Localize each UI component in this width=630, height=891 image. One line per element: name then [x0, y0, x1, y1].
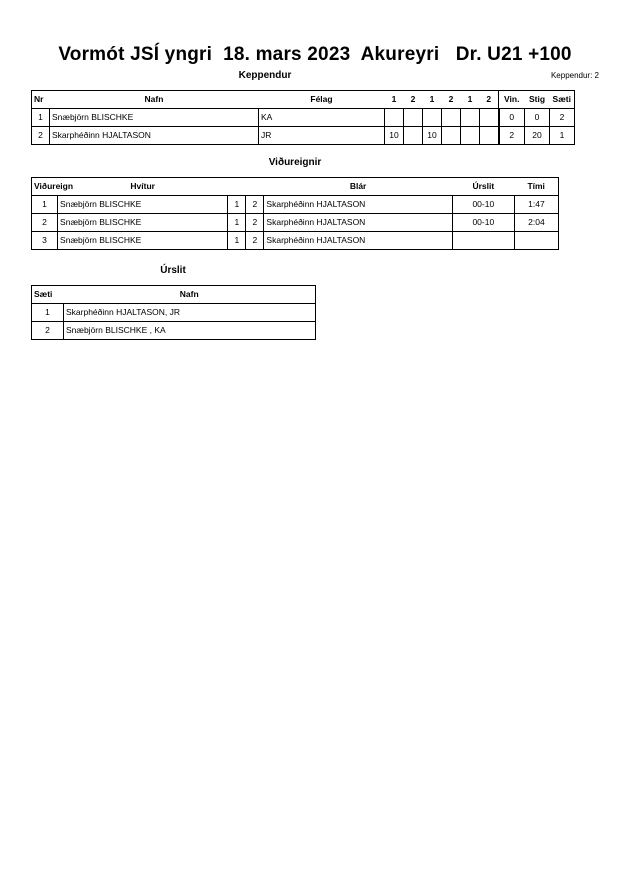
col-score-2: 2	[404, 91, 423, 109]
col-score-4: 2	[442, 91, 461, 109]
col-empty-a	[228, 178, 246, 196]
col-nr: Nr	[32, 91, 50, 109]
cell-blar: Skarphéðinn HJALTASON	[264, 196, 452, 214]
col-blar: Blár	[264, 178, 452, 196]
cell-saeti: 1	[550, 127, 575, 145]
matches-table	[31, 177, 559, 250]
table-row	[32, 127, 575, 145]
cell-score	[461, 127, 480, 145]
cell-score	[442, 127, 461, 145]
col-felag: Félag	[259, 91, 385, 109]
cell-stig: 0	[525, 109, 550, 127]
cell-score	[423, 109, 442, 127]
cell-score	[480, 109, 499, 127]
cell-b: 2	[246, 214, 264, 232]
col-nafn: Nafn	[64, 286, 316, 304]
cell-a: 1	[228, 214, 246, 232]
cell-hvitur: Snæbjörn BLISCHKE	[58, 196, 228, 214]
cell-score	[404, 109, 423, 127]
cell-nr: 1	[32, 196, 58, 214]
col-stig: Stig	[525, 91, 550, 109]
cell-nafn: Snæbjörn BLISCHKE	[50, 109, 259, 127]
col-vin: Vin.	[499, 91, 525, 109]
cell-nafn: Skarphéðinn HJALTASON, JR	[64, 304, 316, 322]
table-row	[32, 304, 316, 322]
matches-heading: Viðureignir	[268, 157, 322, 168]
cell-nr: 2	[32, 214, 58, 232]
cell-nafn: Skarphéðinn HJALTASON	[50, 127, 259, 145]
cell-b: 2	[246, 232, 264, 250]
cell-timi: 2:04	[514, 214, 558, 232]
cell-stig: 20	[525, 127, 550, 145]
cell-nr: 1	[32, 109, 50, 127]
cell-blar: Skarphéðinn HJALTASON	[264, 232, 452, 250]
col-urslit: Úrslit	[452, 178, 514, 196]
table-row	[32, 214, 559, 232]
cell-saeti: 2	[550, 109, 575, 127]
page-title: Vormót JSÍ yngri 18. mars 2023 Akureyri Dr. U21 +100	[58, 44, 572, 65]
cell-hvitur: Snæbjörn BLISCHKE	[58, 232, 228, 250]
cell-blar: Skarphéðinn HJALTASON	[264, 214, 452, 232]
col-score-1: 1	[385, 91, 404, 109]
table-row	[32, 109, 575, 127]
col-saeti: Sæti	[550, 91, 575, 109]
cell-a: 1	[228, 232, 246, 250]
matches-header-row	[32, 178, 559, 196]
col-hvitur: Hvítur	[58, 178, 228, 196]
cell-score	[461, 109, 480, 127]
results-heading: Úrslit	[160, 265, 186, 276]
cell-score	[385, 109, 404, 127]
cell-urslit: 00-10	[452, 196, 514, 214]
cell-urslit: 00-10	[452, 214, 514, 232]
cell-a: 1	[228, 196, 246, 214]
cell-nr: 3	[32, 232, 58, 250]
keppendur-count: Keppendur: 2	[550, 71, 599, 80]
cell-saeti: 1	[32, 304, 64, 322]
col-empty-b	[246, 178, 264, 196]
col-score-5: 1	[461, 91, 480, 109]
col-saeti: Sæti	[32, 286, 64, 304]
cell-timi	[514, 232, 558, 250]
cell-score: 10	[423, 127, 442, 145]
cell-nafn: Snæbjörn BLISCHKE , KA	[64, 322, 316, 340]
cell-vin: 2	[499, 127, 525, 145]
competitors-table	[31, 90, 575, 145]
col-score-6: 2	[480, 91, 499, 109]
table-row	[32, 232, 559, 250]
cell-urslit	[452, 232, 514, 250]
col-score-3: 1	[423, 91, 442, 109]
cell-b: 2	[246, 196, 264, 214]
col-timi: Tími	[514, 178, 558, 196]
cell-felag: KA	[259, 109, 385, 127]
col-vidureign: Viðureign	[32, 178, 58, 196]
keppendur-heading: Keppendur	[238, 70, 292, 81]
cell-score	[404, 127, 423, 145]
results-header-row	[32, 286, 316, 304]
cell-saeti: 2	[32, 322, 64, 340]
cell-hvitur: Snæbjörn BLISCHKE	[58, 214, 228, 232]
cell-score	[480, 127, 499, 145]
cell-timi: 1:47	[514, 196, 558, 214]
competitors-header-row	[32, 91, 575, 109]
table-row	[32, 196, 559, 214]
cell-nr: 2	[32, 127, 50, 145]
results-table	[31, 285, 316, 340]
col-nafn: Nafn	[50, 91, 259, 109]
table-row	[32, 322, 316, 340]
cell-score: 10	[385, 127, 404, 145]
cell-score	[442, 109, 461, 127]
cell-vin: 0	[499, 109, 525, 127]
cell-felag: JR	[259, 127, 385, 145]
